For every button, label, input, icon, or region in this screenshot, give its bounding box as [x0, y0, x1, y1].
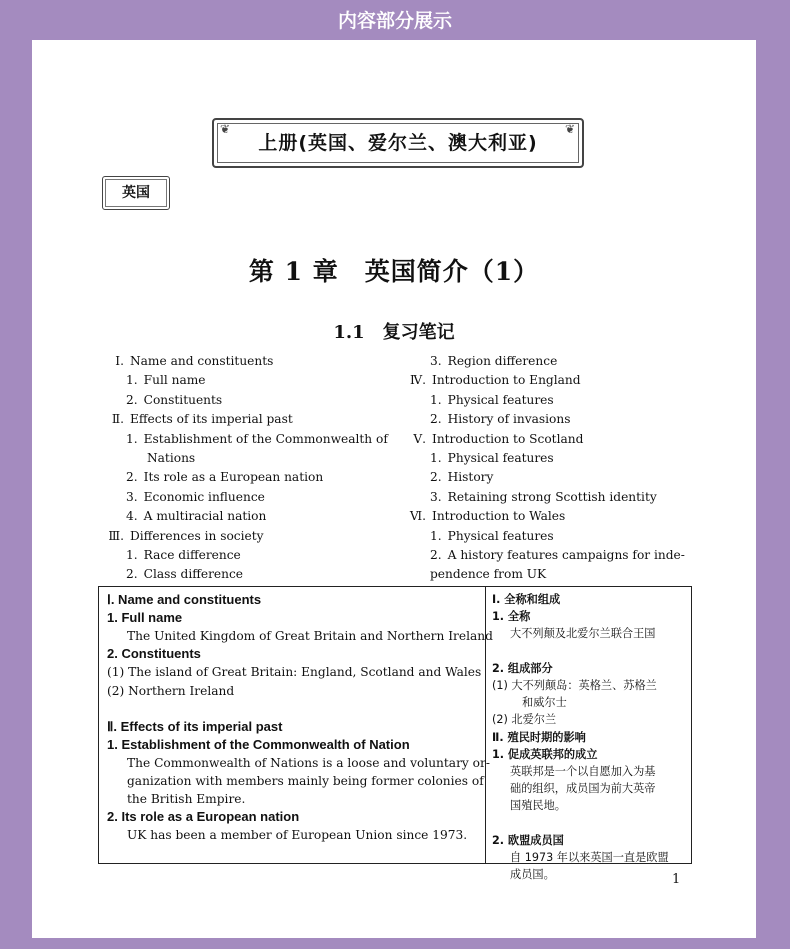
outline-item-number: Ⅵ. — [409, 509, 426, 524]
outline-item-text: History — [447, 470, 494, 485]
note-text: 成员国。 — [510, 868, 555, 882]
note-heading: 1. 全称 — [492, 610, 531, 624]
notes-table — [98, 586, 692, 882]
outline-item — [402, 468, 702, 487]
outline-item-number: Ⅱ. — [111, 412, 124, 427]
outline-item-text: Class difference — [143, 567, 244, 582]
outline-item-text: Full name — [143, 373, 206, 388]
outline-item-text: Nations — [147, 451, 196, 466]
outline-item-text: Race difference — [143, 548, 241, 563]
note-text: 和威尔士 — [522, 696, 567, 710]
outline-item-text: Effects of its imperial past — [130, 412, 293, 427]
note-heading: 2. Constituents — [107, 646, 201, 662]
note-text: The United Kingdom of Great Britain and Northern Ireland — [127, 629, 493, 644]
outline-item — [402, 565, 702, 584]
note-text: ganization with members mainly being former colonies of — [127, 774, 484, 788]
outline-item-number: 2. — [126, 567, 138, 582]
note-text: the British Empire. — [127, 792, 246, 807]
outline-item — [102, 565, 392, 584]
outline-item — [402, 430, 702, 449]
outline-item — [102, 410, 392, 429]
subsection-title: 1.1 复习笔记 — [333, 322, 455, 343]
outline-right-column — [402, 352, 702, 585]
note-text: (2) 北爱尔兰 — [492, 713, 557, 727]
outline-item-text: Physical features — [447, 528, 554, 543]
outline-item-text: A history features campaigns for inde- — [447, 548, 685, 563]
outline-item — [402, 352, 702, 371]
page-number: 1 — [672, 872, 681, 887]
outline-item-number: Ⅳ. — [409, 373, 426, 388]
outline-item-text: Retaining strong Scottish identity — [447, 489, 657, 504]
volume-title-frame — [212, 118, 584, 168]
note-heading: Ⅱ. 殖民时期的影响 — [492, 730, 586, 744]
outline-item — [102, 352, 392, 371]
outline-item-text: Introduction to Wales — [432, 509, 566, 524]
outline-item — [402, 371, 702, 390]
outline-item-number: 1. — [430, 528, 442, 543]
note-text: 英联邦是一个以自愿加入为基 — [510, 765, 656, 778]
outline-item-text: Name and constituents — [130, 354, 274, 368]
note-text: UK has been a member of European Union since 1973. — [127, 828, 468, 843]
outline-item-number: Ⅲ. — [108, 528, 124, 543]
outline-item — [402, 449, 702, 468]
outline-item — [102, 449, 392, 468]
volume-title: 上册(英国、爱尔兰、澳大利亚) — [258, 132, 538, 154]
outline-item-text: Constituents — [143, 392, 223, 407]
note-text: (1) 大不列颠岛：英格兰、苏格兰 — [492, 679, 657, 692]
note-heading: 2. 欧盟成员国 — [492, 833, 564, 847]
note-heading: 2. Its role as a European nation — [107, 809, 300, 825]
outline-item — [102, 507, 392, 526]
document-page — [32, 40, 756, 938]
outline-item-number: 3. — [430, 354, 442, 368]
outline-item — [102, 546, 392, 565]
outline-item-text: A multiracial nation — [143, 509, 267, 524]
outline-item-number: 3. — [430, 489, 442, 504]
outline-item — [102, 468, 392, 487]
outline-item-text: Introduction to England — [432, 373, 581, 388]
outline-item-number: 1. — [126, 548, 138, 563]
ornament-icon: ❦ — [564, 122, 576, 136]
ornament-icon: ❦ — [220, 122, 232, 136]
outline-item-number: 1. — [126, 373, 138, 388]
note-heading: Ⅰ. 全称和组成 — [492, 593, 561, 606]
note-heading: 2. 组成部分 — [492, 661, 553, 675]
note-heading: 1. 促成英联邦的成立 — [492, 747, 598, 761]
outline-item-text: Physical features — [447, 451, 554, 466]
outline-item-text: History of invasions — [447, 412, 571, 427]
outline-item-number: 2. — [126, 470, 138, 485]
outline-item-number: 1. — [430, 392, 442, 407]
note-text: (2) Northern Ireland — [107, 683, 235, 698]
outline-item-number: Ⅴ. — [413, 431, 426, 446]
outline-item-number: 2. — [430, 412, 442, 427]
outline-item — [402, 546, 702, 565]
section-tag: 英国 — [102, 176, 170, 210]
note-text: (1) The island of Great Britain: England, Scotland and Wales — [107, 665, 482, 680]
outline-item-number: 2. — [430, 470, 442, 485]
outline-item — [102, 527, 392, 546]
outline-item — [102, 371, 392, 390]
outline-item-text: Establishment of the Commonwealth of — [143, 431, 388, 446]
notes-english-column — [99, 587, 493, 863]
chapter-title: 第 1 章 英国简介（1） — [248, 257, 540, 286]
banner-title: 内容部分展示 — [337, 10, 452, 32]
outline-item — [102, 488, 392, 507]
note-heading: 1. Full name — [107, 610, 183, 626]
outline-item-number: 2. — [430, 548, 442, 563]
outline-item-text: Region difference — [447, 354, 558, 368]
outline-item — [402, 410, 702, 429]
notes-chinese-column — [486, 587, 691, 882]
outline-item-text: Its role as a European nation — [143, 470, 324, 485]
outline-item-text: Introduction to Scotland — [432, 431, 584, 446]
outline-item — [402, 391, 702, 410]
outline-item-number: 3. — [126, 489, 138, 504]
note-text: 自 1973 年以来英国一直是欧盟 — [510, 851, 669, 864]
outline-item-text: Economic influence — [143, 489, 265, 504]
note-text: 大不列颠及北爱尔兰联合王国 — [510, 627, 656, 641]
outline-item-text: pendence from UK — [430, 567, 547, 582]
outline-item-text: Physical features — [447, 392, 554, 407]
note-heading: Ⅱ. Effects of its imperial past — [107, 718, 283, 734]
note-text: 础的组织，成员国为前大英帝 — [510, 782, 656, 796]
note-text: The Commonwealth of Nations is a loose and voluntary or- — [127, 755, 490, 770]
outline-item — [102, 391, 392, 410]
outline-item — [402, 527, 702, 546]
note-heading: Ⅰ. Name and constituents — [107, 592, 262, 607]
outline-item-number: 1. — [430, 451, 442, 466]
outline-item — [402, 488, 702, 507]
outline-item-number: 1. — [126, 431, 138, 446]
note-heading: 1. Establishment of the Commonwealth of Nation — [107, 736, 410, 752]
outline-item-number: 2. — [126, 392, 138, 407]
outline-item-number: Ⅰ. — [115, 354, 124, 368]
outline-item — [402, 507, 702, 526]
outline-item-text: Differences in society — [130, 528, 264, 543]
outline-item — [102, 430, 392, 449]
outline-item-number: 4. — [126, 509, 138, 524]
outline-left-column — [102, 352, 392, 585]
note-text: 国殖民地。 — [510, 799, 566, 813]
